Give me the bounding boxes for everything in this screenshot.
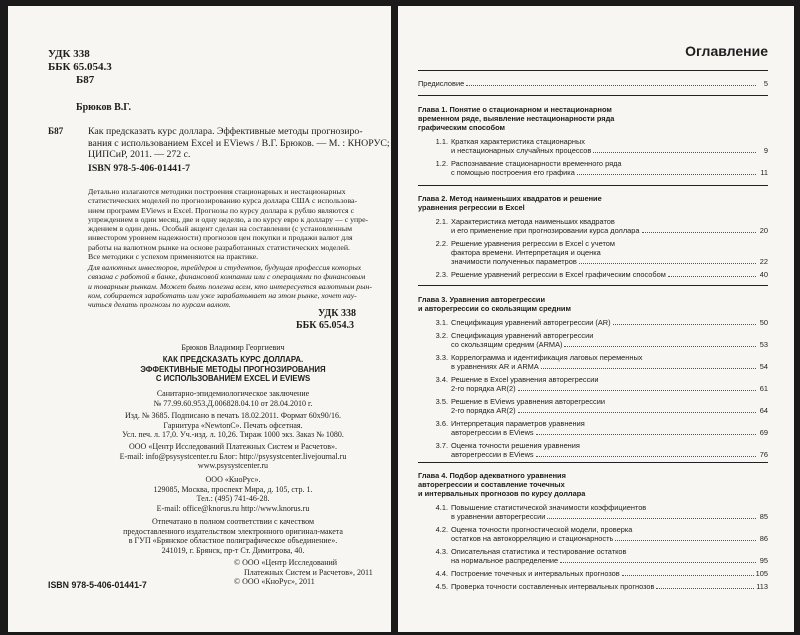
item-text: фактора времени. Интерпретация и оценка [451, 248, 601, 257]
item-text: авторегрессии в EViews [451, 428, 534, 437]
udk-label: УДК 338 [48, 48, 90, 60]
publisher-line: Тел.: (495) 741-46-28. [196, 494, 270, 503]
annotation-line: упреждением в один месяц, две и одну неделю, а по курсу евро к доллару — с упре- [88, 214, 369, 224]
biblio-code: Б87 [48, 126, 64, 136]
item-text: 2-го порядка AR(2) [451, 384, 516, 393]
chapter-title[interactable]: Глава 3. Уравнения авторегрессии и авторегрессии со скользящим средним [418, 295, 571, 313]
item-page: 11 [760, 168, 768, 177]
item-text: Повышение статистической значимости коэффициентов [451, 503, 647, 512]
toc-item[interactable] [418, 353, 768, 371]
item-text: Коррелограмма и идентификация лаговых переменных [451, 353, 643, 362]
author-name: Брюков В.Г. [76, 102, 131, 113]
item-page: 69 [759, 428, 768, 437]
item-text: Построение точечных и интервальных прогнозов [451, 569, 620, 578]
copyright-line: © ООО «КноРус», 2011 [234, 577, 315, 586]
biblio-line: вания с использованием Excel и EViews / В.Г. Брюков. — М. : КНОРУС; [88, 137, 390, 149]
toc-item[interactable] [418, 569, 768, 578]
audience-line: связана с работой в банке, финансовой компании или с операциями по финансовым [88, 272, 366, 282]
toc-preface[interactable] [418, 79, 768, 88]
cert-line: Санитарно-эпидемиологическое заключение [156, 389, 310, 398]
chapter-title[interactable]: Глава 1. Понятие о стационарном и нестационарном временном ряде, выявление нестационарности ряда графическим способом [418, 105, 615, 132]
publisher-line: ООО «Центр Исследований Платежных Систем и Расчетов». [128, 442, 338, 451]
item-number: 2.3. [435, 270, 448, 279]
toc-item[interactable] [418, 582, 768, 591]
toc-chapter-2 [418, 194, 768, 279]
toc-item[interactable] [418, 239, 768, 266]
chapter-title[interactable]: Глава 4. Подбор адекватного уравнения авторегрессии и составление точечных и интервальных прогнозов по курсу доллара [418, 471, 586, 498]
item-text: на нормальное распределение [451, 556, 559, 565]
imprint-author: Брюков Владимир Георгиевич [181, 343, 285, 352]
bbk-right: ББК 65.054.3 [296, 320, 354, 331]
toc-rule [418, 462, 768, 463]
toc-rule [418, 185, 768, 186]
toc-item[interactable] [418, 270, 768, 279]
annotation-line: Все методики с успехом применяются на практике. [88, 252, 259, 262]
toc-chapter-3 [418, 295, 768, 459]
annotation-line: Детально излагаются методики построения стационарных и нестационарных [88, 187, 346, 196]
item-page: 50 [759, 318, 768, 327]
item-number: 3.1. [435, 318, 448, 327]
item-number: 1.2. [435, 159, 448, 168]
toc-chapter-4 [418, 471, 768, 591]
item-text: со скользящим средним (ARMA) [451, 340, 563, 349]
item-number: 3.4. [435, 375, 448, 384]
item-text: Спецификация уравнений авторегрессии (AR) [451, 318, 611, 327]
right-page [398, 6, 794, 632]
item-page: 54 [759, 362, 768, 371]
toc-chapter-1 [418, 105, 768, 177]
toc-item[interactable] [418, 525, 768, 543]
item-number: 1.1. [435, 137, 448, 146]
udk-right: УДК 338 [318, 308, 356, 319]
publisher-line: E-mail: office@knorus.ru http://www.knorus.ru [156, 503, 310, 513]
cert-line: № 77.99.60.953.Д.006828.04.10 от 28.04.2010 г. [153, 398, 313, 408]
annotation [88, 187, 368, 261]
item-text: Оценка точности прогностической модели, проверка [451, 525, 633, 534]
print-line: Усл. печ. л. 17,0. Уч.-изд. л. 10,26. Тираж 1000 экз. Заказ № 1080. [122, 430, 344, 439]
item-text: Краткая характеристика стационарных [451, 137, 585, 146]
biblio-line: Как предсказать курс доллара. Эффективные методы прогнозиро- [88, 126, 363, 137]
item-text: Решение уравнений регрессии в Excel графическим способом [451, 270, 666, 279]
toc-rule [418, 95, 768, 96]
print-line: Гарнитура «NewtonC». Печать офсетная. [163, 420, 303, 430]
item-page: 64 [759, 406, 768, 415]
item-text: Распознавание стационарности временного ряда [451, 159, 622, 168]
publisher-line: E-mail: info@psysystcenter.ru Блог: http://psysystcenter.livejournal.ru [119, 451, 347, 461]
imprint-print-info [103, 411, 363, 440]
copyright [234, 558, 373, 587]
item-number: 4.5. [435, 582, 448, 591]
printer-line: в ГУП «Брянское областное полиграфическое объединение». [128, 536, 338, 545]
toc-item[interactable] [418, 441, 768, 459]
item-text: в уравнении авторегрессии [451, 512, 546, 521]
preface-label: Предисловие [418, 79, 465, 88]
item-page: 86 [759, 534, 768, 543]
audience-line: Для валютных инвесторов, трейдеров и студентов, будущая профессия которых [88, 263, 362, 272]
item-text: Проверка точности составленных интервальных прогнозов [451, 582, 655, 591]
item-number: 3.2. [435, 331, 448, 340]
item-text: значимости полученных параметров [451, 257, 577, 266]
item-text: Решение уравнения регрессии в Excel с учетом [451, 239, 615, 248]
item-text: и его применение при прогнозировании курса доллара [451, 226, 640, 235]
toc-item[interactable] [418, 331, 768, 349]
toc-rule [418, 285, 768, 286]
item-page: 113 [756, 582, 768, 591]
annotation-line: ждением в один день. Особый акцент сделан на составлении (с установленным [88, 224, 353, 234]
chapter-title[interactable]: Глава 2. Метод наименьших квадратов и решение уравнения регрессии в Excel [418, 194, 602, 212]
item-page: 61 [759, 384, 768, 393]
toc-item[interactable] [418, 159, 768, 177]
biblio-line: ЦИПСиР, 2011. — 272 с. [88, 149, 191, 161]
item-page: 53 [759, 340, 768, 349]
imprint-title-line: С ИСПОЛЬЗОВАНИЕМ EXCEL И EVIEWS [155, 374, 311, 384]
item-text: 2-го порядка AR(2) [451, 406, 516, 415]
item-number: 3.3. [435, 353, 448, 362]
item-text: Интерпретация параметров уравнения [451, 419, 585, 428]
isbn-top: ISBN 978-5-406-01441-7 [88, 163, 191, 174]
item-text: Оценка точности решения уравнения [451, 441, 580, 450]
toc-item[interactable] [418, 503, 768, 521]
copyright-line: © ООО «Центр Исследований [234, 558, 338, 567]
toc-item[interactable] [418, 375, 768, 393]
item-number: 3.7. [435, 441, 448, 450]
annotation-line: работы на валютном рынке на основе разработанных статистических моделей. [88, 242, 350, 252]
item-page: 95 [759, 556, 768, 565]
imprint-publisher-1 [103, 442, 363, 471]
item-text: Решение в EViews уравнения авторегрессии [451, 397, 605, 406]
printer-line: Отпечатано в полном соответствии с качеством [151, 517, 315, 526]
item-number: 4.2. [435, 525, 448, 534]
item-page: 105 [755, 569, 768, 578]
item-text: Решение в Excel уравнения авторегрессии [451, 375, 599, 384]
item-text: Описательная статистика и тестирование остатков [451, 547, 627, 556]
preface-page: 5 [763, 79, 768, 88]
toc-item[interactable] [418, 137, 768, 155]
item-text: Спецификация уравнений авторегрессии [451, 331, 594, 340]
annotation-line: статистических моделей по прогнозированию курса доллара США с использова- [88, 196, 358, 206]
item-number: 2.2. [435, 239, 448, 248]
item-text: и нестационарных случайных процессов [451, 146, 592, 155]
item-number: 4.4. [435, 569, 448, 578]
biblio-description [88, 126, 390, 161]
item-page: 85 [759, 512, 768, 521]
item-number: 4.1. [435, 503, 448, 512]
imprint-title-line: КАК ПРЕДСКАЗАТЬ КУРС ДОЛЛАРА. [162, 355, 304, 364]
toc-top-rule [418, 70, 768, 71]
item-number: 2.1. [435, 217, 448, 226]
bbk-label: ББК 65.054.3 [48, 61, 112, 73]
toc-item[interactable] [418, 318, 768, 327]
toc-item[interactable] [418, 419, 768, 437]
imprint-title [103, 355, 363, 384]
publisher-line: 129085, Москва, проспект Мира, д. 105, стр. 1. [153, 484, 313, 494]
printer-line: 241019, г. Брянск, пр-т Ст. Димитрова, 40. [161, 545, 305, 555]
copyright-line: Платежных Систем и Расчетов», 2011 [244, 567, 373, 577]
item-number: 3.6. [435, 419, 448, 428]
annotation-audience [88, 263, 372, 309]
item-number: 4.3. [435, 547, 448, 556]
item-page: 22 [759, 257, 768, 266]
annotation-line: нием программ EViews и Excel. Прогнозы по курсу доллара к рублю являются с [88, 205, 355, 215]
item-page: 20 [759, 226, 768, 235]
item-number: 3.5. [435, 397, 448, 406]
item-text: с помощью построения его графика [451, 168, 575, 177]
toc-item[interactable] [418, 397, 768, 415]
toc-item[interactable] [418, 217, 768, 235]
author-code: Б87 [76, 74, 95, 86]
item-page: 9 [763, 146, 768, 155]
annotation-line: инвестором уровнем надежности) прогнозов цен покупки и продажи валют для [88, 233, 353, 243]
item-text: остатков на автокорреляцию и стационарность [451, 534, 614, 543]
publisher-line: www.psysystcenter.ru [197, 461, 269, 470]
publisher-line: ООО «КноРус». [205, 475, 261, 484]
item-text: авторегрессии в EViews [451, 450, 534, 459]
imprint-title-line: ЭФФЕКТИВНЫЕ МЕТОДЫ ПРОГНОЗИРОВАНИЯ [140, 364, 326, 374]
imprint-publisher-2 [103, 475, 363, 513]
audience-line: читься делать прогнозы по курсам валют. [88, 300, 231, 310]
toc-title: Оглавление [685, 43, 768, 59]
left-page [8, 6, 391, 632]
imprint-printer [103, 517, 363, 555]
imprint-certificate [103, 389, 363, 408]
audience-line: и товарным рынкам. Может быть полезна всем, кто интересуется валютным рын- [88, 281, 372, 291]
print-line: Изд. № 3685. Подписано в печать 18.02.2011. Формат 60х90/16. [124, 411, 342, 420]
item-page: 40 [759, 270, 768, 279]
isbn-bottom: ISBN 978-5-406-01441-7 [48, 580, 147, 590]
item-page: 76 [759, 450, 768, 459]
toc-item[interactable] [418, 547, 768, 565]
printer-line: предоставленного издательством электронного оригинал-макета [123, 526, 343, 536]
audience-line: ком, собирается заработать или уже зарабатывает на этом рынке, хочет нау- [88, 290, 357, 300]
item-text: Характеристика метода наименьших квадратов [451, 217, 615, 226]
item-text: в уравнениях AR и ARMA [451, 362, 539, 371]
